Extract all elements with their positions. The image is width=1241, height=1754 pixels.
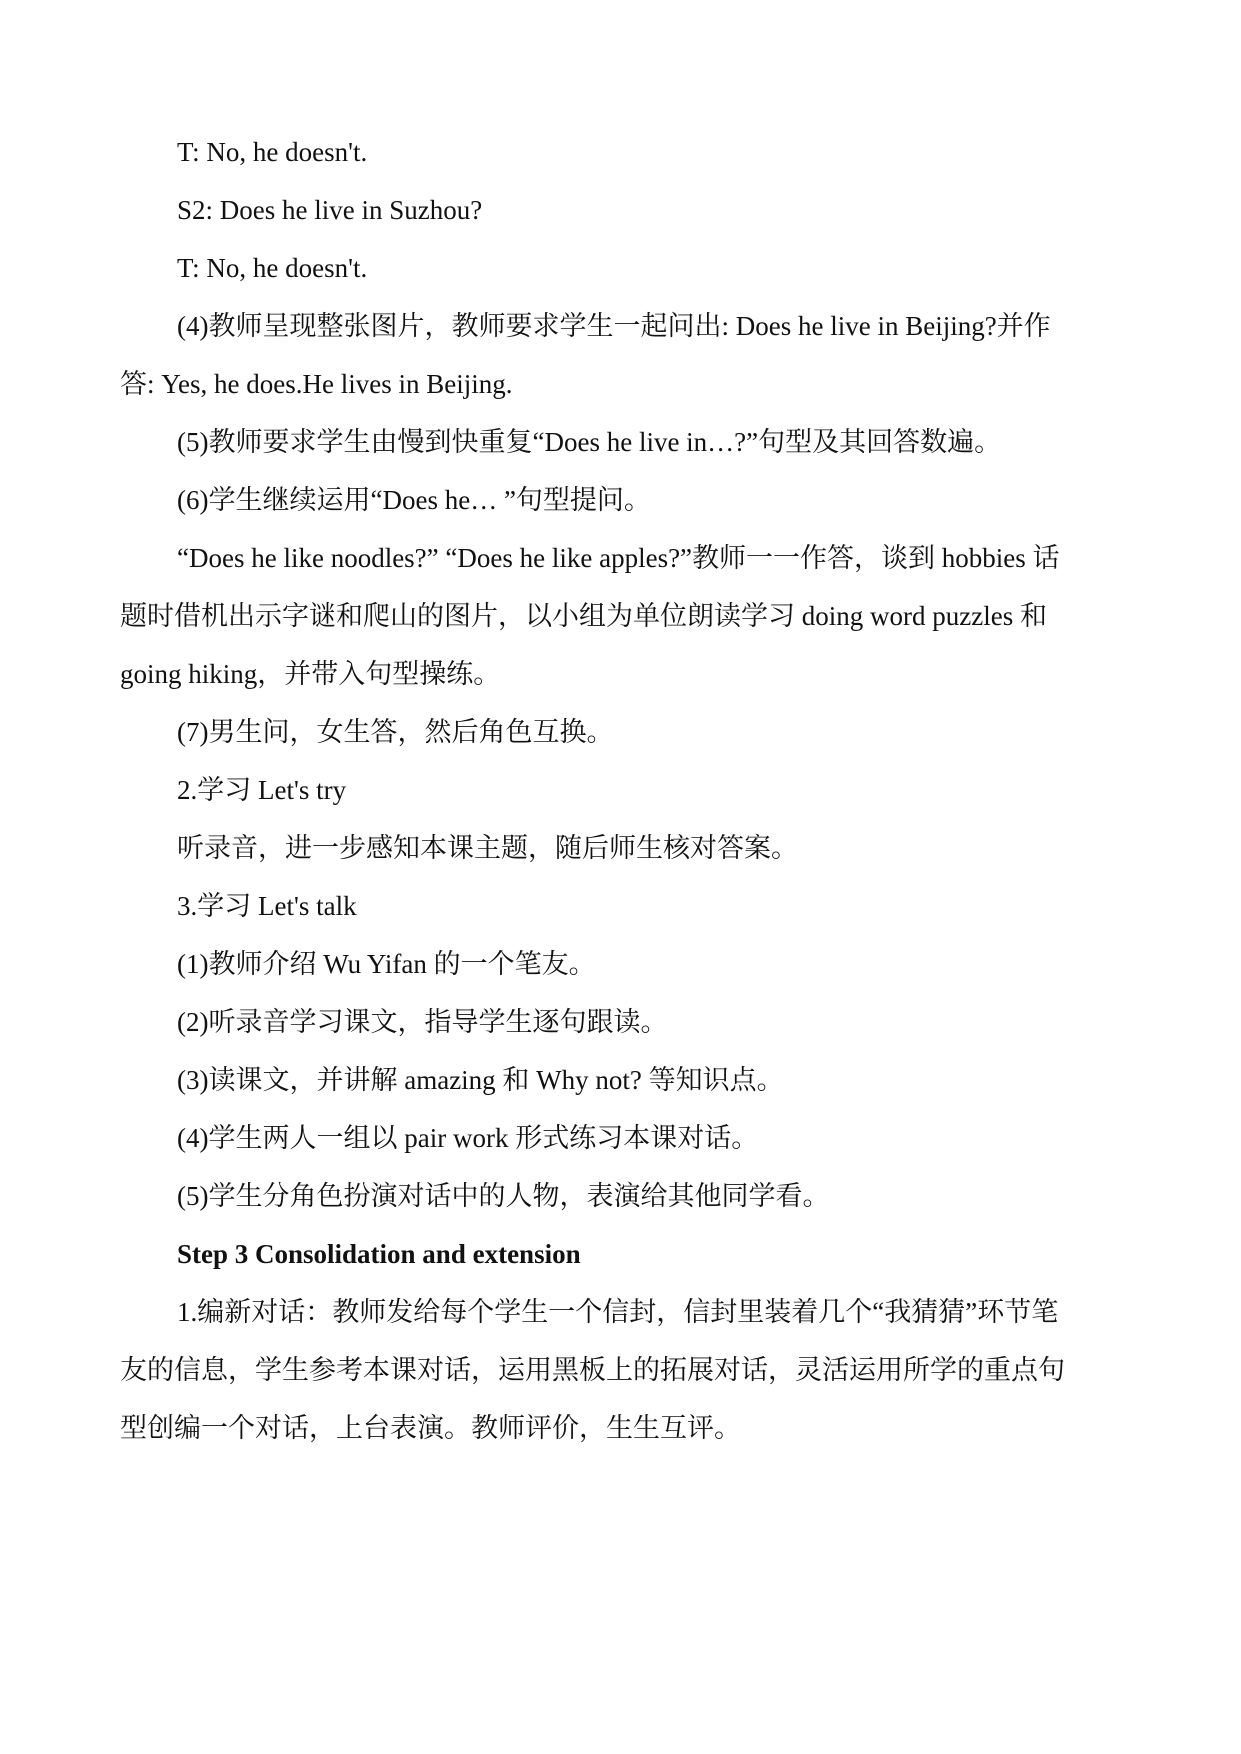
paragraph-line: 型创编一个对话，上台表演。教师评价，生生互评。 [120,1413,741,1443]
paragraph-line: (7)男生问，女生答，然后角色互换。 [177,717,614,747]
paragraph-line: “Does he like noodles?” “Does he like apples?”教师一一作答，谈到 hobbies 话 [177,543,1060,573]
paragraph-line: (4)教师呈现整张图片，教师要求学生一起问出: Does he live in Beijing?并作 [177,311,1051,341]
paragraph-line: 答: Yes, he does.He lives in Beijing. [120,369,513,399]
paragraph-line: going hiking，并带入句型操练。 [120,659,501,689]
paragraph-line: 听录音，进一步感知本课主题，随后师生核对答案。 [177,833,798,863]
paragraph-line: (3)读课文，并讲解 amazing 和 Why not? 等知识点。 [177,1065,784,1095]
paragraph-line: (6)学生继续运用“Does he… ”句型提问。 [177,485,651,515]
step-heading: Step 3 Consolidation and extension [177,1239,581,1269]
dialogue-line: S2: Does he live in Suzhou? [177,195,483,225]
dialogue-line: T: No, he doesn't. [177,253,368,283]
section-heading: 2.学习 Let's try [177,775,347,805]
paragraph-line: (1)教师介绍 Wu Yifan 的一个笔友。 [177,949,596,979]
paragraph-line: (4)学生两人一组以 pair work 形式练习本课对话。 [177,1123,759,1153]
paragraph-line: (5)教师要求学生由慢到快重复“Does he live in…?”句型及其回答数遍。 [177,427,1002,457]
paragraph-line: 1.编新对话：教师发给每个学生一个信封，信封里装着几个“我猜猜”环节笔 [177,1297,1059,1327]
section-heading: 3.学习 Let's talk [177,891,357,921]
paragraph-line: 友的信息，学生参考本课对话，运用黑板上的拓展对话，灵活运用所学的重点句 [120,1355,1065,1385]
paragraph-line: (5)学生分角色扮演对话中的人物，表演给其他同学看。 [177,1181,830,1211]
paragraph-line: (2)听录音学习课文，指导学生逐句跟读。 [177,1007,668,1037]
dialogue-line: T: No, he doesn't. [177,137,368,167]
paragraph-line: 题时借机出示字谜和爬山的图片，以小组为单位朗读学习 doing word puzzles 和 [120,601,1047,631]
